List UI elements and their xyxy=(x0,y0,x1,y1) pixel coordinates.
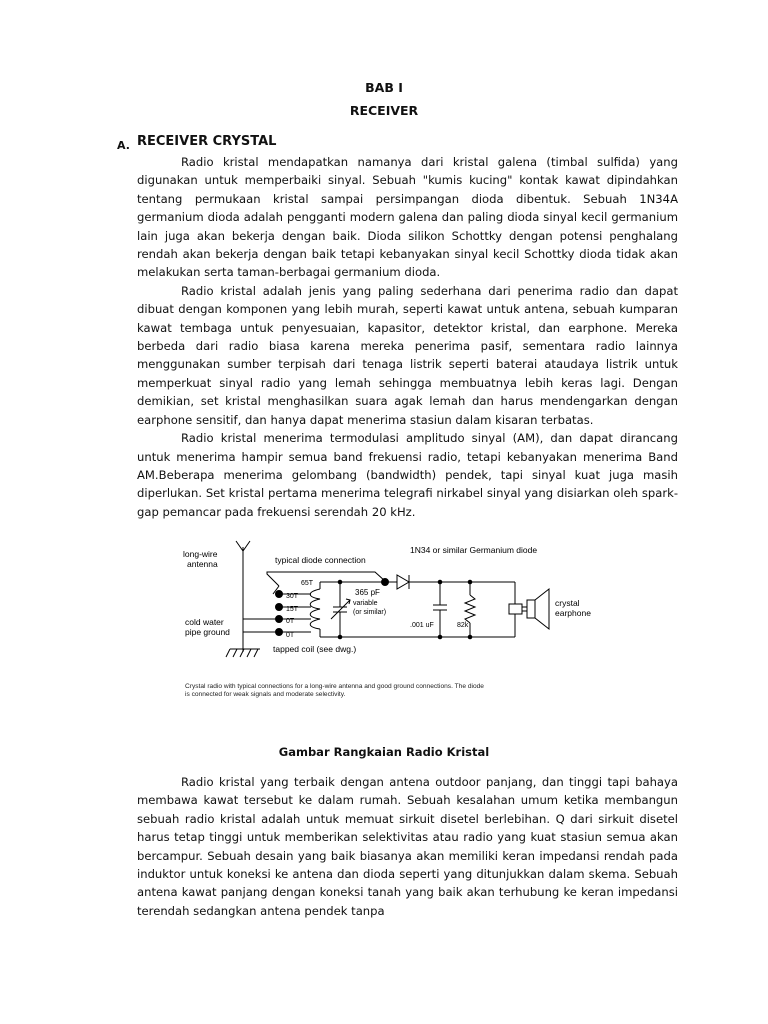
figure-note-2: is connected for weak signals and moderate selectivity. xyxy=(185,691,346,698)
chapter-title: BAB I xyxy=(365,80,403,95)
label-antenna-2: antenna xyxy=(187,559,218,569)
label-typical-connection: typical diode connection xyxy=(275,555,366,565)
label-coil: tapped coil (see dwg.) xyxy=(273,644,357,654)
tap-30t: 30T xyxy=(286,593,299,600)
label-var-cap-1: 365 pF xyxy=(355,588,380,597)
tap-65t: 65T xyxy=(301,580,314,587)
tap-0t-b: 0T xyxy=(286,632,295,639)
paragraph-1: Radio kristal mendapatkan namanya dari kristal galena (timbal sulfida) yang digunakan untuk memperbaiki sinyal. Sebuah "kumis kucing" kontak kawat dipindahkan tentang permukaan kristal sampai persimpangan dioda dibentuk. Sebuah 1N34A germanium dioda adalah pengganti modern galena dan paling dioda sinyal kecil germanium lain juga akan bekerja dengan baik. Dioda silikon Schottky dengan potensi penghalang rendah akan bekerja dengan baik tetapi kebanyakan sinyal kecil Schottky dioda tidak akan melakukan serta taman-berbagai germanium dioda. xyxy=(137,155,678,280)
label-earphone-1: crystal xyxy=(555,598,580,608)
resistor-icon xyxy=(465,595,475,623)
tap-15t: 15T xyxy=(286,606,299,613)
paragraph-2: Radio kristal adalah jenis yang paling sederhana dari penerima radio dan dapat dibuat dengan komponen yang lebih murah, seperti kawat untuk antena, sebuah kumparan kawat tembaga untuk penyesuaian, kapasitor, detektor kristal, dan earphone. Mereka berbeda dari radio biasa karena mereka penerima pasif, sementara radio lainnya menggunakan sumber terpisah dari tenaga listrik seperti baterai ataudaya listrik untuk memperkuat sinyal radio yang lemah sehingga membuatnya lebih keras lagi. Dengan demikian, set kristal menghasilkan suara agak lemah dan harus mendengarkan dengan earphone sensitif, dan hanya dapat menerima stasiun dalam kisaran terbatas. xyxy=(137,283,678,427)
circuit-svg xyxy=(175,537,605,707)
label-fixed-cap: .001 uF xyxy=(410,622,434,629)
chapter-subtitle: RECEIVER xyxy=(349,103,419,118)
label-var-cap-3: (or similar) xyxy=(353,609,387,616)
coil-icon xyxy=(310,589,320,629)
diode-icon xyxy=(397,575,409,589)
label-diode: 1N34 or similar Germanium diode xyxy=(410,545,538,555)
label-var-cap-2: variable xyxy=(353,600,378,607)
label-resistor: 82k xyxy=(457,622,469,629)
circuit-diagram xyxy=(175,537,605,707)
label-antenna-1: long-wire xyxy=(183,549,218,559)
body-text-bottom xyxy=(137,773,678,920)
earphone-icon xyxy=(509,604,522,614)
tap-0t-a: 0T xyxy=(286,618,295,625)
paragraph-3: Radio kristal menerima termodulasi amplitudo sinyal (AM), dan dapat dirancang untuk menerima hampir semua band frekuensi radio, tetapi kebanyakan menerima Band AM.Beberapa menerima gelombang (bandwidth) pendek, tapi sinyal kuat juga masih diperlukan. Set kristal pertama menerima telegrafi nirkabel sinyal yang disiarkan oleh spark-gap pemancar pada frekuensi serendah 20 kHz. xyxy=(137,431,678,519)
section-title: RECEIVER CRYSTAL xyxy=(137,134,277,149)
label-ground-2: pipe ground xyxy=(185,627,230,637)
label-ground-1: cold water xyxy=(185,617,224,627)
figure-note-1: Crystal radio with typical connections for a long-wire antenna and good ground connections. The diode xyxy=(185,683,484,690)
label-earphone-2: earphone xyxy=(555,608,591,618)
figure-caption: Gambar Rangkaian Radio Kristal xyxy=(278,745,490,759)
paragraph-4: Radio kristal yang terbaik dengan antena outdoor panjang, dan tinggi tapi bahaya membawa kawat tersebut ke dalam rumah. Sebuah kesalahan umum ketika membangun sebuah radio kristal adalah untuk memuat sirkuit disetel berlebihan. Q dari sirkuit disetel harus tetap tinggi untuk memberikan selektivitas atau radio yang kuat stasiun semua akan bercampur. Sebuah desain yang baik biasanya akan memiliki keran impedansi rendah pada induktor untuk koneksi ke antena dan dioda seperti yang ditunjukkan dalam skema. Sebuah antena kawat panjang dengan koneksi tanah yang baik akan terhubung ke keran impedansi terendah sedangkan antena pendek tanpa xyxy=(137,775,678,918)
section-letter: A. xyxy=(117,139,130,152)
body-text-top xyxy=(137,153,678,521)
